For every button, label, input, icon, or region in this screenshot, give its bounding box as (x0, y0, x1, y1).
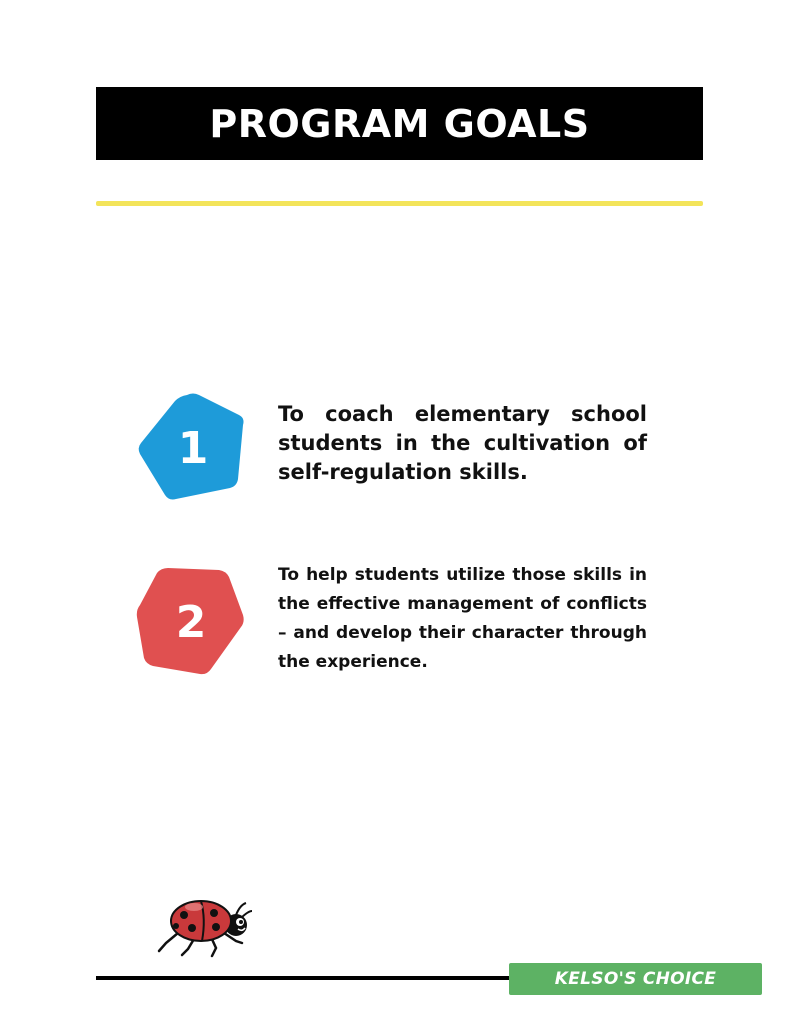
brand-tag (509, 963, 762, 995)
title-banner (96, 87, 703, 160)
goal-2-pentagon-icon (135, 565, 247, 677)
goal-1-pentagon-icon (135, 391, 247, 503)
ladybug-icon (156, 893, 254, 959)
brand-label: KELSO'S CHOICE (554, 969, 717, 989)
goal-1-number: 1 (177, 423, 209, 474)
goal-1-text: To coach elementary school students in the cultivation of self-regulation skills. (278, 402, 647, 484)
footer-divider (96, 976, 530, 980)
yellow-divider (96, 201, 703, 206)
goal-2-number: 2 (175, 597, 207, 648)
page-title: PROGRAM GOALS (209, 101, 590, 146)
goal-2-text: To help students utilize those skills in the effective management of conflicts – and develop their character through the experience. (278, 565, 647, 672)
